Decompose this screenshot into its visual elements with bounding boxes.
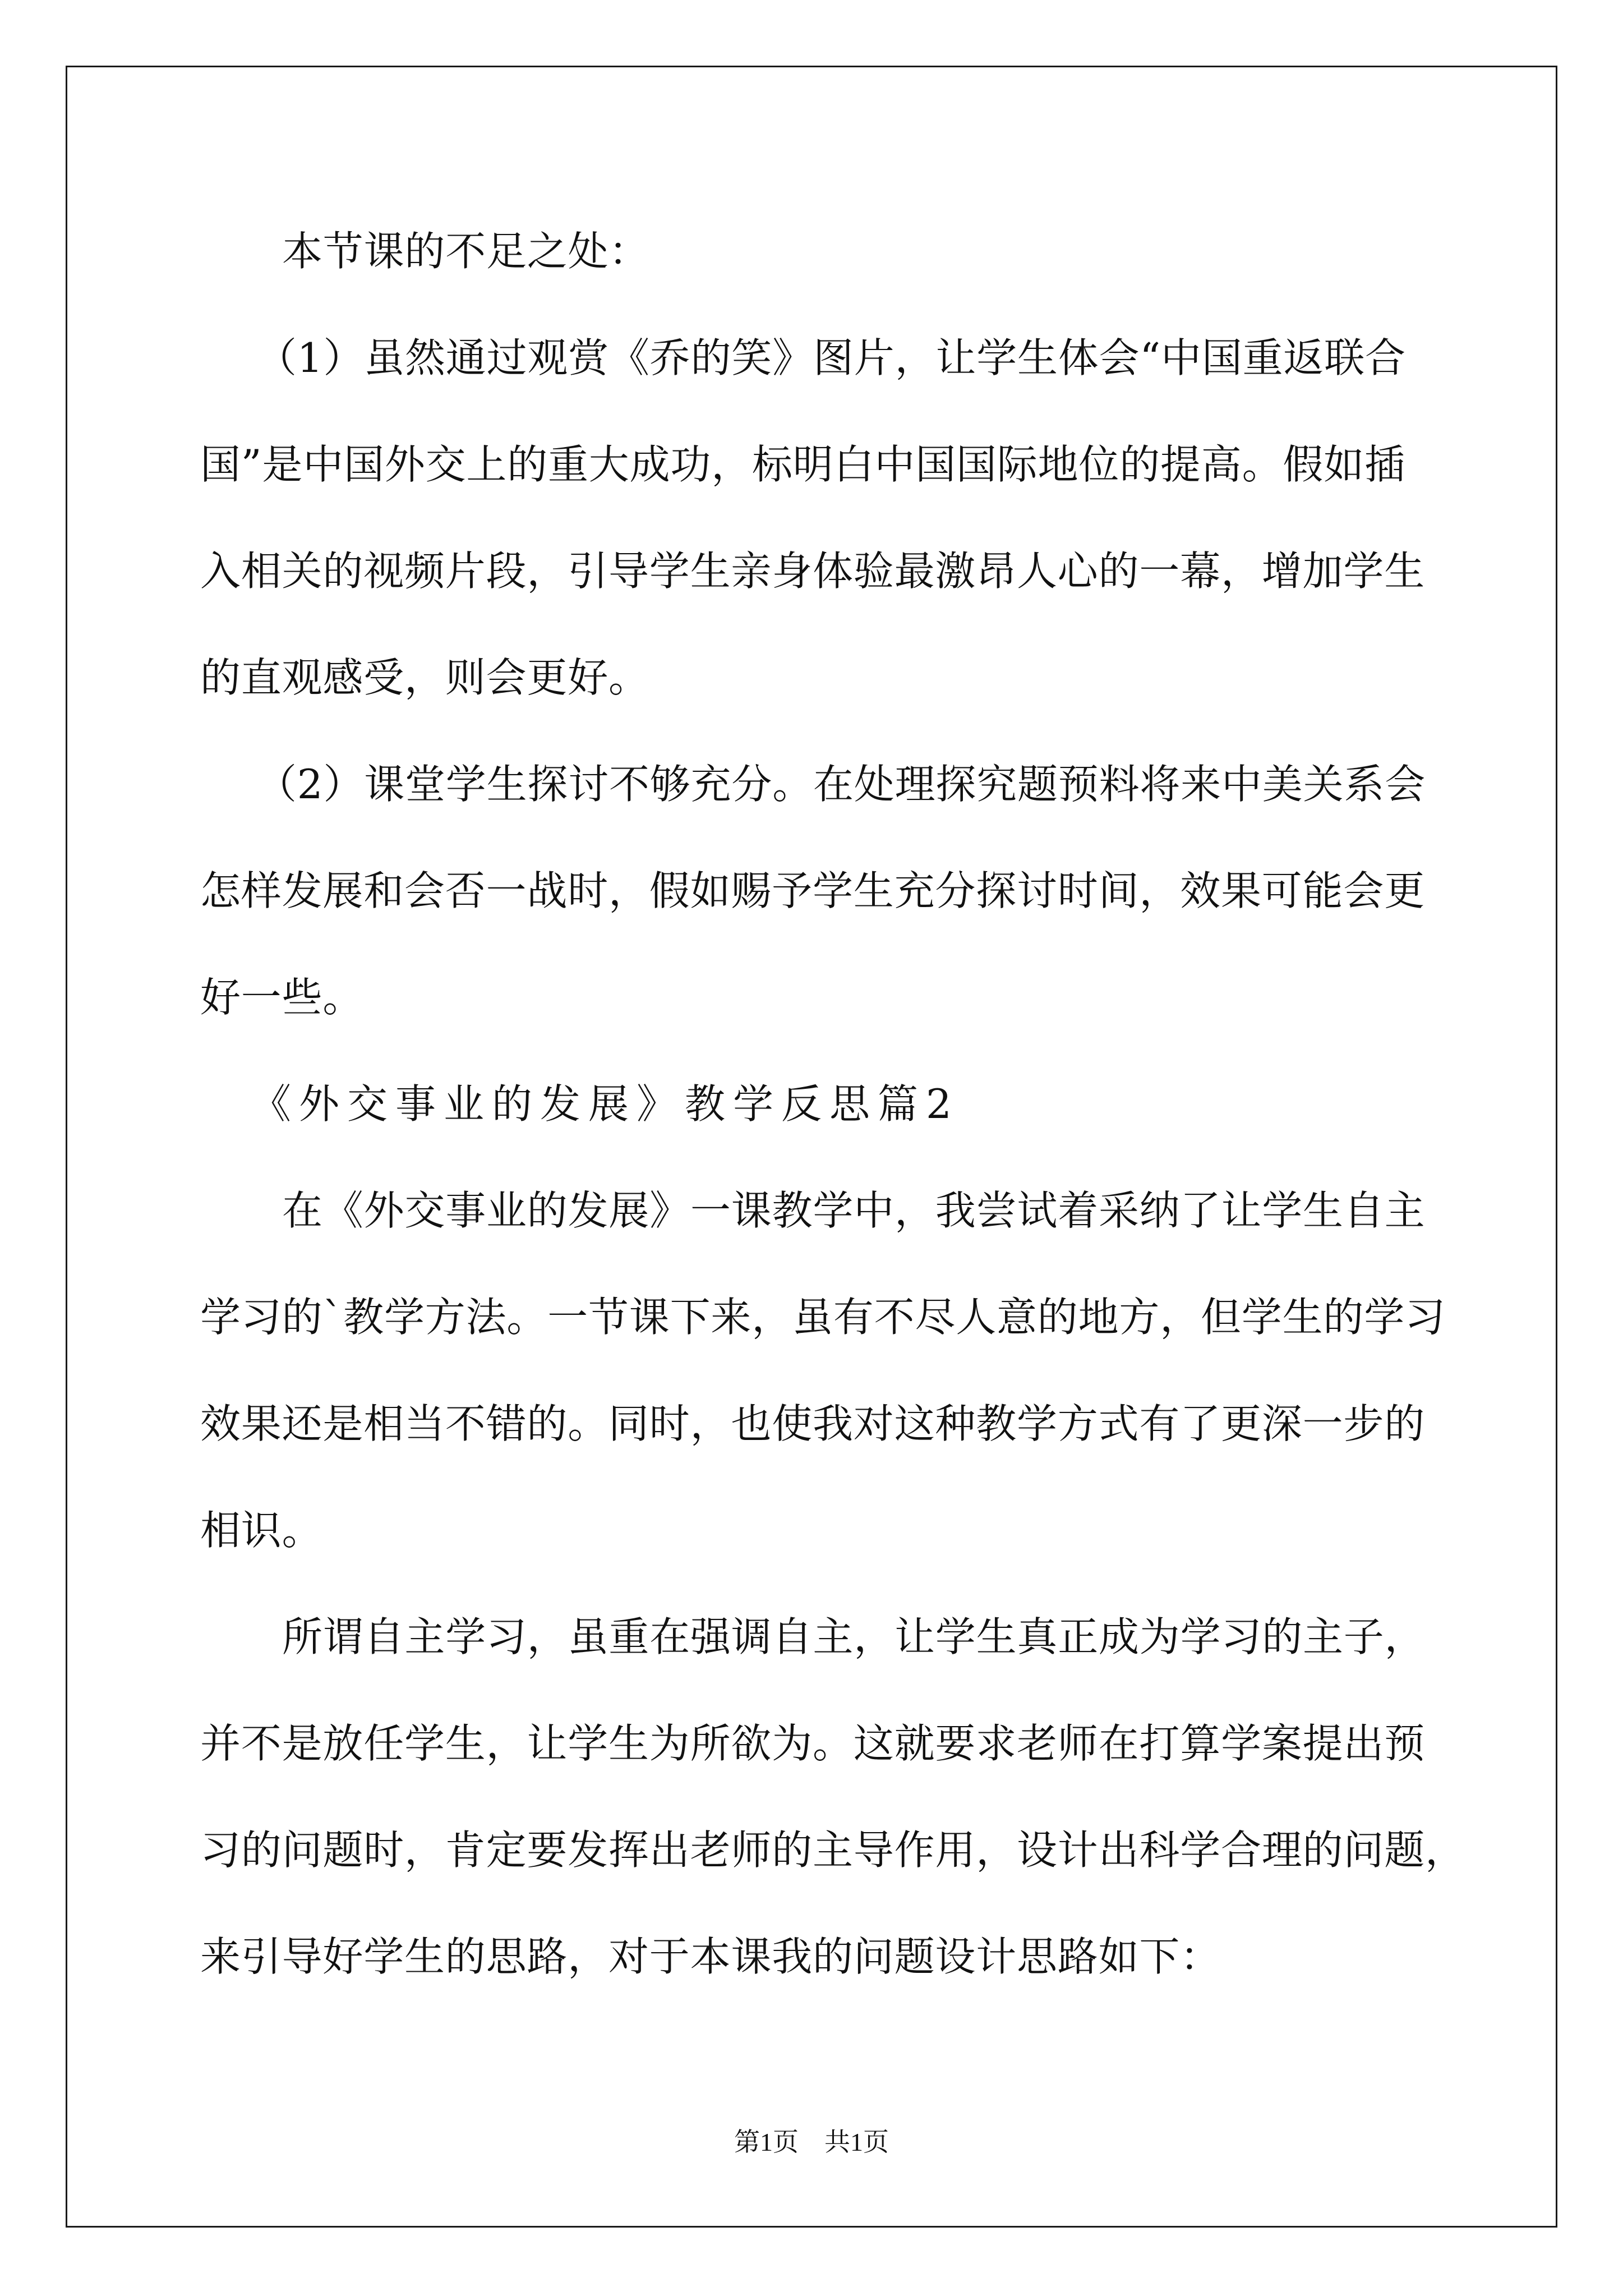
text-line: 好一些。 — [200, 974, 364, 1021]
text-line: 国”是中国外交上的重大成功，标明白中国国际地位的提高。假如插 — [200, 441, 1405, 488]
text-line: 效果还是相当不错的。同时，也使我对这种教学方式有了更深一步的 — [200, 1400, 1426, 1447]
text-line: 本节课的不足之处： — [282, 228, 650, 275]
text-line: 来引导好学生的思路，对于本课我的问题设计思路如下： — [200, 1933, 1221, 1980]
text-line: 习的问题时，肯定要发挥出老师的主导作用，设计出科学合理的问题， — [200, 1826, 1466, 1874]
paragraph-shortcomings-heading — [200, 198, 1426, 305]
paragraph-point-1 — [200, 305, 1426, 731]
text-line: 所谓自主学习，虽重在强调自主，让学生真正成为学习的主子， — [282, 1613, 1426, 1660]
section-title-text: 《外交事业的发展》教学反思篇2 — [251, 1080, 960, 1128]
text-line: （2）课堂学生探讨不够充分。在处理探究题预料将来中美关系会 — [256, 761, 1426, 808]
page-footer: 第1页 共1页 — [734, 2128, 889, 2156]
text-line: 并不是放任学生，让学生为所欲为。这就要求老师在打算学案提出预 — [200, 1720, 1426, 1767]
text-line: 相识。 — [200, 1507, 323, 1554]
text-line: 在《外交事业的发展》一课教学中，我尝试着采纳了让学生自主 — [282, 1187, 1426, 1234]
paragraph-point-2 — [200, 731, 1426, 1051]
text-line: 入相关的视频片段，引导学生亲身体验最激昂人心的一幕，增加学生 — [200, 547, 1426, 595]
document-body — [200, 198, 1466, 2010]
text-line: 学习的`教学方法。一节课下来，虽有不尽人意的地方，但学生的学习 — [200, 1294, 1446, 1341]
text-line: 怎样发展和会否一战时，假如赐予学生充分探讨时间，效果可能会更 — [200, 867, 1426, 914]
paragraph-intro — [200, 1157, 1446, 1584]
text-line: （1）虽然通过观赏《乔的笑》图片，让学生体会“中国重返联合 — [256, 334, 1406, 381]
section-title — [200, 1051, 1426, 1157]
paragraph-self-study — [200, 1584, 1466, 2010]
text-line: 的直观感受，则会更好。 — [200, 654, 649, 701]
